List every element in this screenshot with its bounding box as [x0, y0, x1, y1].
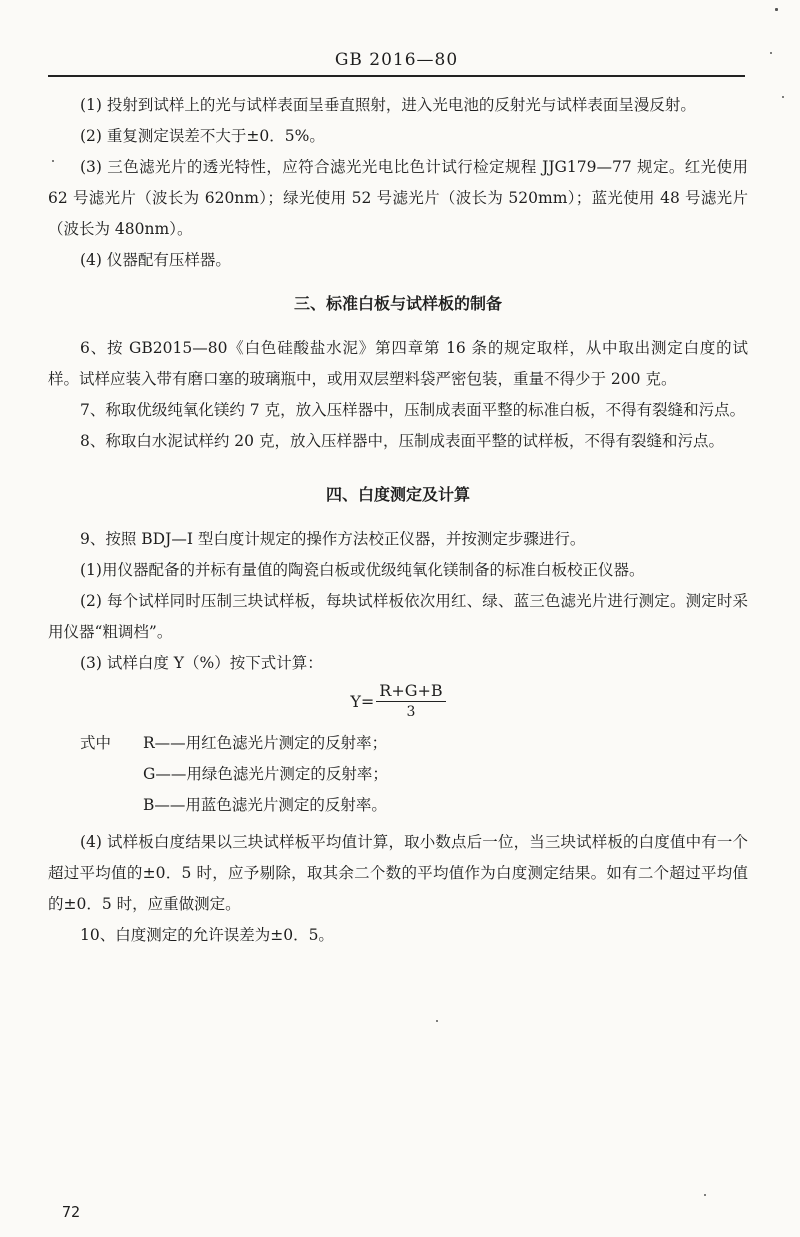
- definition-symbol: G: [143, 765, 156, 783]
- formula-denominator: 3: [406, 704, 416, 720]
- section-title-3: 三、标准白板与试样板的制备: [293, 294, 502, 313]
- clause-9-item-1: (1)用仪器配备的并标有量值的陶瓷白板或优级纯氧化镁制备的标准白板校正仪器。: [80, 561, 645, 579]
- instrument-item-3: (3) 三色滤光片的透光特性，应符合滤光光电比色计试行检定规程 JJG179—77 规定。红光使用 62 号滤光片（波长为 620nm）；绿光使用 52 号滤光片（波长为 520mm）；蓝光使用 48 号滤光片（波长为 480nm）。: [48, 158, 748, 238]
- definition-text: ——用蓝色滤光片测定的反射率。: [154, 796, 387, 814]
- document-body: [48, 90, 748, 951]
- clause-9-item-3: (3) 试样白度 Y（%）按下式计算：: [80, 654, 323, 672]
- instrument-item-4: (4) 仪器配有压样器。: [80, 251, 231, 269]
- clause-9: 9、按照 BDJ—I 型白度计规定的操作方法校正仪器，并按测定步骤进行。: [80, 530, 586, 548]
- definitions-lead: 式中: [80, 734, 112, 752]
- clause-8: 8、称取白水泥试样约 20 克，放入压样器中，压制成表面平整的试样板，不得有裂缝和污点。: [80, 432, 724, 450]
- instrument-item-2: (2) 重复测定误差不大于±0．5%。: [80, 127, 325, 145]
- scan-speck: [775, 8, 778, 11]
- instrument-item-1: (1) 投射到试样上的光与试样表面呈垂直照射，进入光电池的反射光与试样表面呈漫反射。: [80, 96, 696, 114]
- definition-row: [48, 759, 748, 790]
- definition-row: [48, 790, 748, 821]
- clause-9-item-2: (2) 每个试样同时压制三块试样板，每块试样板依次用红、绿、蓝三色滤光片进行测定。测定时采用仪器“粗调档”。: [48, 592, 748, 641]
- scan-speck: [770, 52, 772, 54]
- formula-lhs: Y=: [350, 692, 375, 711]
- clause-10: 10、白度测定的允许误差为±0．5。: [80, 926, 334, 944]
- whiteness-formula: [48, 681, 748, 722]
- formula-numerator: R+G+B: [376, 681, 445, 702]
- section-title-4: 四、白度测定及计算: [325, 485, 470, 504]
- header-rule: [48, 75, 745, 77]
- page-number: 72: [62, 1203, 81, 1221]
- definition-text: ——用红色滤光片测定的反射率；: [154, 734, 388, 752]
- clause-9-item-4: (4) 试样板白度结果以三块试样板平均值计算，取小数点后一位，当三块试样板的白度值中有一个超过平均值的±0．5 时，应予剔除，取其余二个数的平均值作为白度测定结果。如有二个超过平均值的±0．5 时，应重做测定。: [48, 833, 748, 913]
- definition-text: ——用绿色滤光片测定的反射率；: [155, 765, 388, 783]
- scan-speck: [436, 1020, 438, 1022]
- scan-speck: [782, 96, 784, 98]
- formula-fraction: [376, 681, 445, 722]
- definition-row: [48, 728, 748, 759]
- scan-speck: [704, 1194, 706, 1196]
- clause-6: 6、按 GB2015—80《白色硅酸盐水泥》第四章第 16 条的规定取样，从中取出测定白度的试样。试样应装入带有磨口塞的玻璃瓶中，或用双层塑料袋严密包装，重量不得少于 200 克。: [48, 339, 748, 388]
- scan-speck: [52, 160, 54, 162]
- standard-header: GB 2016—80: [334, 50, 459, 70]
- definition-symbol: B: [143, 796, 155, 814]
- definition-symbol: R: [143, 734, 155, 752]
- clause-7: 7、称取优级纯氧化镁约 7 克，放入压样器中，压制成表面平整的标准白板，不得有裂缝和污点。: [80, 401, 746, 419]
- formula-definitions: [48, 728, 748, 821]
